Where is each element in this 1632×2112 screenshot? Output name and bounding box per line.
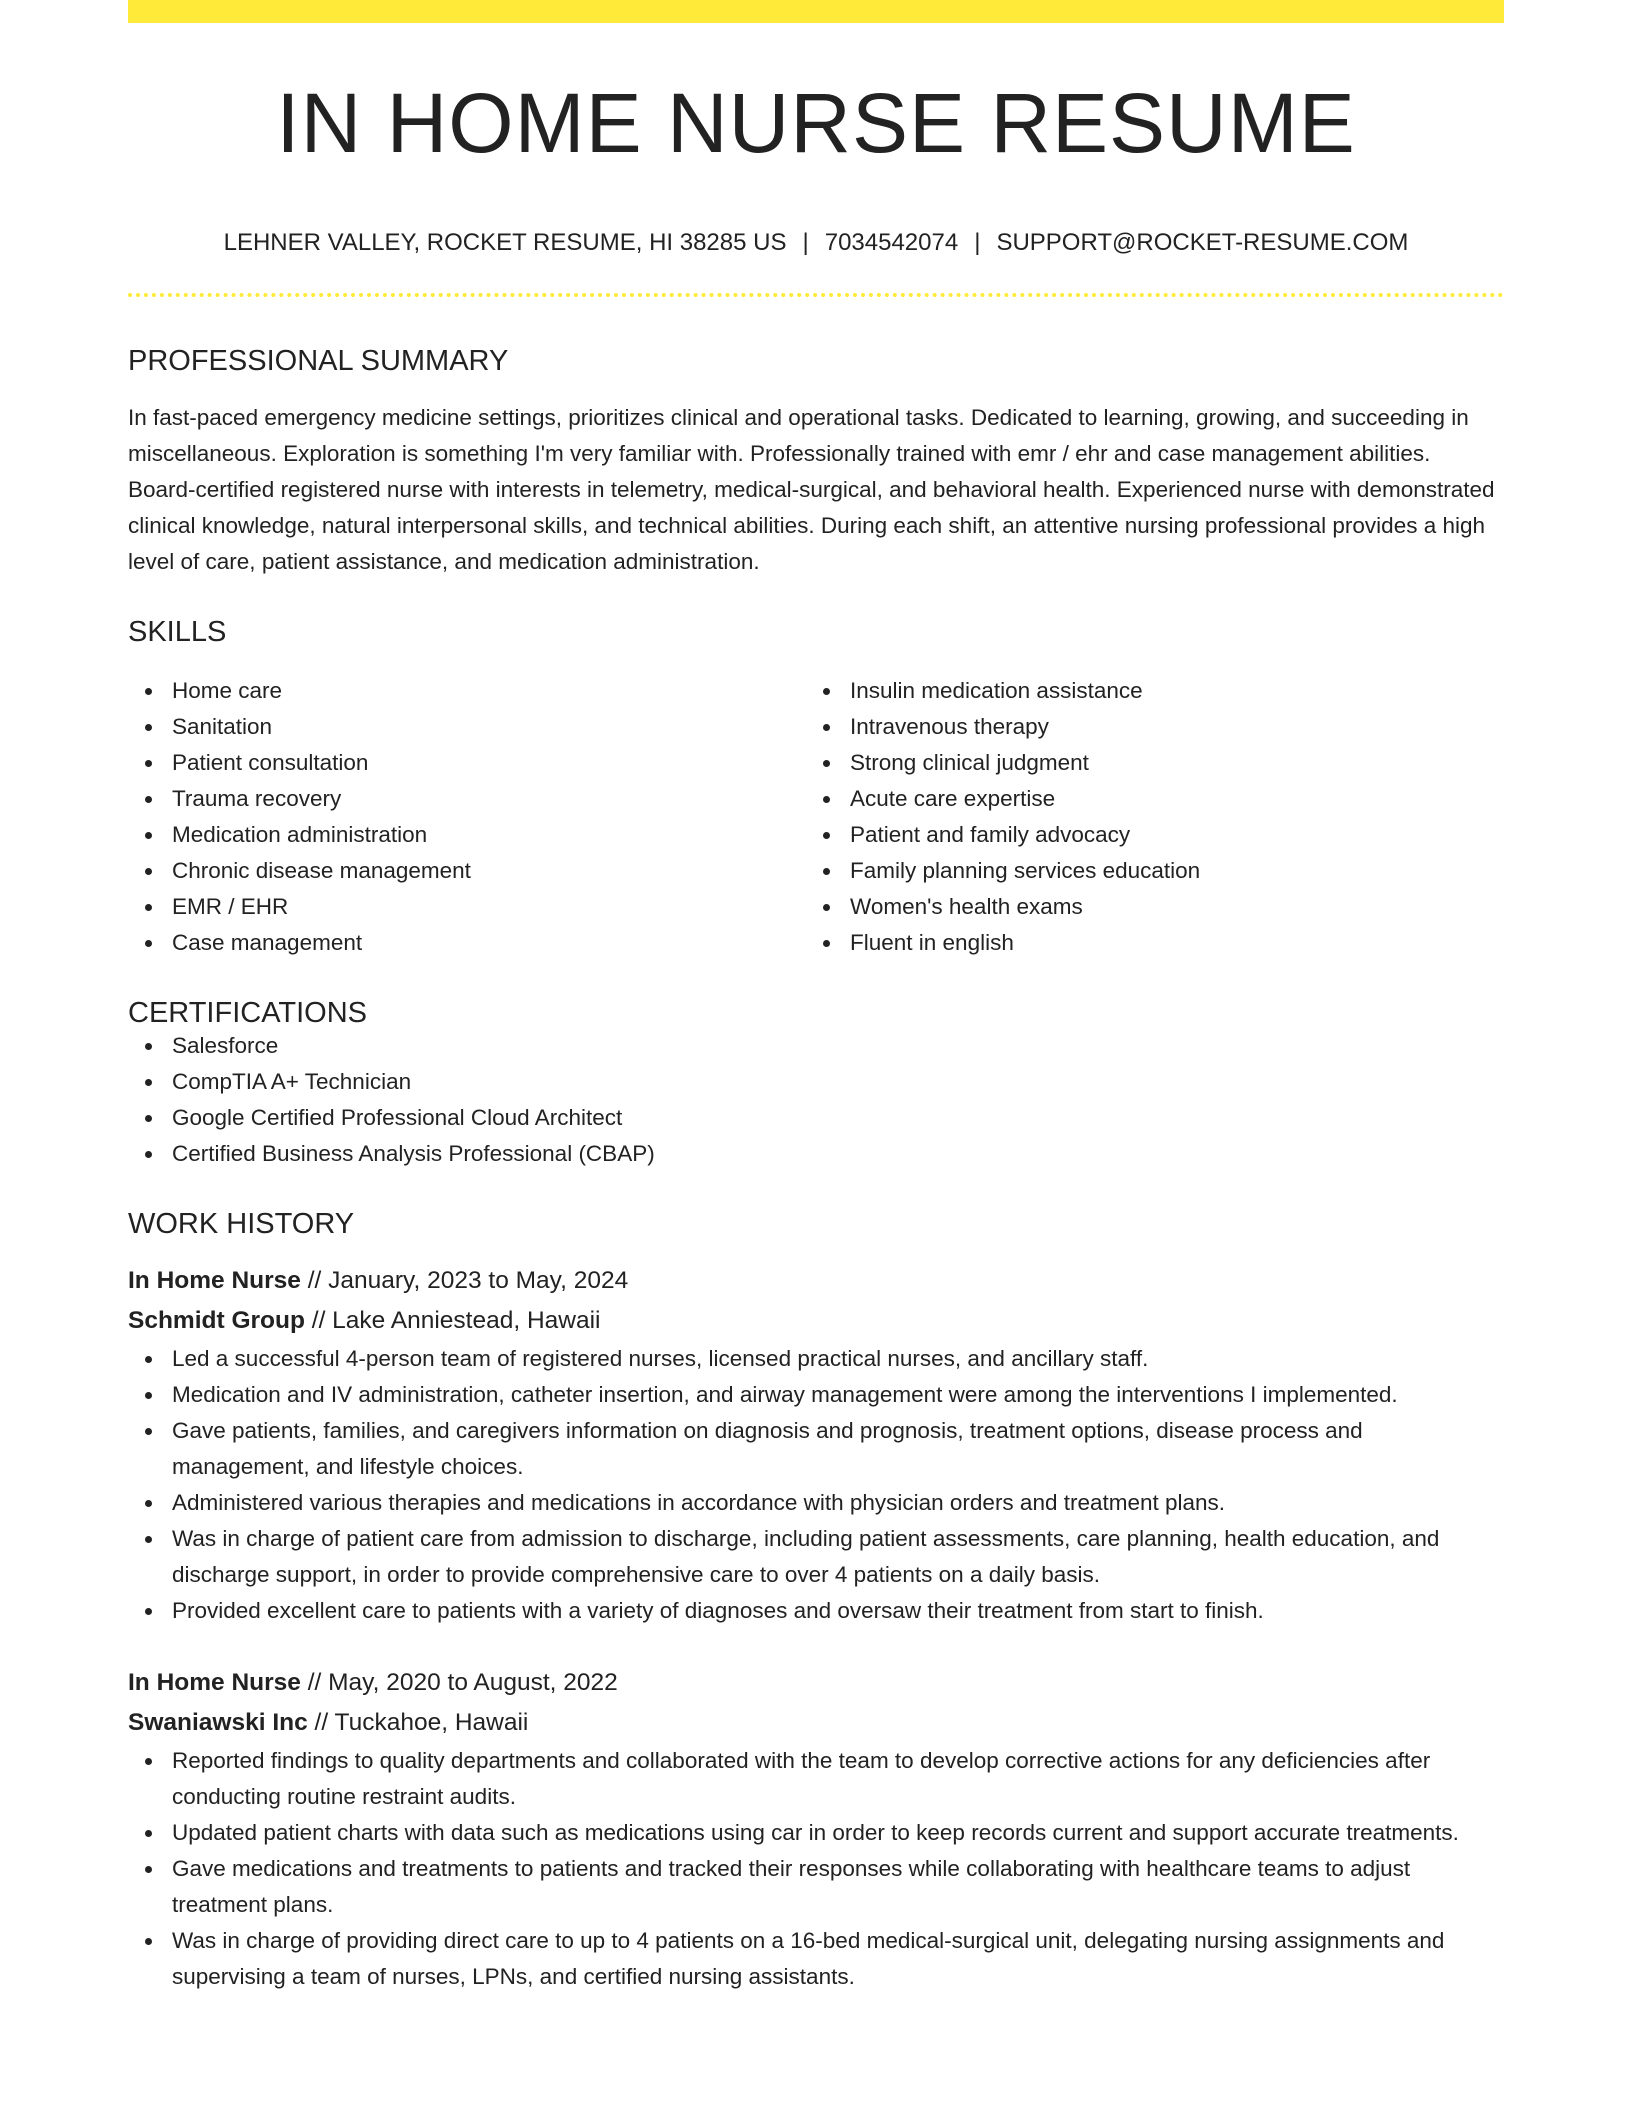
- job-duty: Reported findings to quality departments and collaborated with the team to develop corrective actions for any deficiencies after conducting routine restraint audits.: [128, 1743, 1504, 1815]
- accent-bar: [128, 0, 1504, 23]
- skills-column-right: [806, 673, 1484, 961]
- job-duty: Updated patient charts with data such as medications using car in order to keep records current and support accurate treatments.: [128, 1815, 1504, 1851]
- certifications-heading: CERTIFICATIONS: [128, 997, 367, 1029]
- work-history-heading: WORK HISTORY: [128, 1208, 355, 1240]
- skill-item: EMR / EHR: [128, 889, 806, 925]
- contact-line: [128, 231, 1504, 255]
- contact-email: SUPPORT@ROCKET-RESUME.COM: [996, 229, 1409, 256]
- job-company-line: [128, 1301, 1504, 1341]
- job-location: // Lake Anniestead, Hawaii: [304, 1307, 601, 1334]
- skill-item: Women's health exams: [806, 889, 1484, 925]
- contact-phone: 7034542074: [824, 229, 959, 256]
- job-duties-list: [128, 1341, 1504, 1629]
- skill-item: Patient consultation: [128, 745, 806, 781]
- certifications-list: [128, 1028, 1504, 1172]
- job-company: Swaniawski Inc: [128, 1709, 308, 1736]
- job-role-line: [128, 1261, 1504, 1301]
- job-location: // Tuckahoe, Hawaii: [307, 1709, 529, 1736]
- certification-item: CompTIA A+ Technician: [128, 1064, 1504, 1100]
- job-duty: Administered various therapies and medications in accordance with physician orders and treatment plans.: [128, 1485, 1504, 1521]
- skills-heading: SKILLS: [128, 616, 227, 648]
- job-duty: Gave medications and treatments to patients and tracked their responses while collaborating with healthcare teams to adjust treatment plans.: [128, 1851, 1504, 1923]
- skill-item: Family planning services education: [806, 853, 1484, 889]
- skill-item: Strong clinical judgment: [806, 745, 1484, 781]
- dotted-divider: [128, 293, 1504, 297]
- skills-list-left: [128, 673, 806, 961]
- resume-page: [128, 0, 1504, 1995]
- skills-list-right: [806, 673, 1484, 961]
- certification-item: Google Certified Professional Cloud Architect: [128, 1100, 1504, 1136]
- job-company: Schmidt Group: [128, 1307, 305, 1334]
- job-role-line: [128, 1663, 1504, 1703]
- contact-address: LEHNER VALLEY, ROCKET RESUME, HI 38285 US: [223, 229, 787, 256]
- job-dates: // January, 2023 to May, 2024: [300, 1267, 629, 1294]
- job-entry: [128, 1261, 1504, 1629]
- job-duty: Medication and IV administration, catheter insertion, and airway management were among the interventions I implemented.: [128, 1377, 1504, 1413]
- skill-item: Sanitation: [128, 709, 806, 745]
- certification-item: Certified Business Analysis Professional (CBAP): [128, 1136, 1504, 1172]
- skill-item: Acute care expertise: [806, 781, 1484, 817]
- job-role: In Home Nurse: [128, 1267, 301, 1294]
- skills-columns: [128, 673, 1504, 961]
- skill-item: Medication administration: [128, 817, 806, 853]
- skill-item: Insulin medication assistance: [806, 673, 1484, 709]
- job-role: In Home Nurse: [128, 1669, 301, 1696]
- skill-item: Home care: [128, 673, 806, 709]
- contact-separator: |: [974, 229, 981, 256]
- job-duty: Provided excellent care to patients with a variety of diagnoses and oversaw their treatment from start to finish.: [128, 1593, 1504, 1629]
- job-dates: // May, 2020 to August, 2022: [300, 1669, 618, 1696]
- certification-item: Salesforce: [128, 1028, 1504, 1064]
- skill-item: Intravenous therapy: [806, 709, 1484, 745]
- skill-item: Case management: [128, 925, 806, 961]
- job-company-line: [128, 1703, 1504, 1743]
- summary-text: In fast-paced emergency medicine settings, prioritizes clinical and operational tasks. Dedicated to learning, growing, and succeeding in miscellaneous. Exploration is something I'm very familiar with. Professionally trained with emr / ehr and case management abilities. Board-certified registered nurse with interests in telemetry, medical-surgical, and behavioral health. Experienced nurse with demonstrated clinical knowledge, natural interpersonal skills, and technical abilities. During each shift, an attentive nursing professional provides a high level of care, patient assistance, and medication administration.: [128, 405, 1495, 574]
- page-title: IN HOME NURSE RESUME: [276, 76, 1356, 170]
- job-duty: Was in charge of providing direct care to up to 4 patients on a 16-bed medical-surgical unit, delegating nursing assignments and supervising a team of nurses, LPNs, and certified nursing assistants.: [128, 1923, 1504, 1995]
- job-duty: Gave patients, families, and caregivers information on diagnosis and prognosis, treatment options, disease process and management, and lifestyle choices.: [128, 1413, 1504, 1485]
- job-duty: Led a successful 4-person team of registered nurses, licensed practical nurses, and ancillary staff.: [128, 1341, 1504, 1377]
- skills-column-left: [128, 673, 806, 961]
- job-duty: Was in charge of patient care from admission to discharge, including patient assessments, care planning, health education, and discharge support, in order to provide comprehensive care to over 4 patients on a daily basis.: [128, 1521, 1504, 1593]
- skill-item: Patient and family advocacy: [806, 817, 1484, 853]
- summary-heading: PROFESSIONAL SUMMARY: [128, 345, 509, 377]
- skill-item: Chronic disease management: [128, 853, 806, 889]
- job-entry: [128, 1663, 1504, 1995]
- skill-item: Fluent in english: [806, 925, 1484, 961]
- skill-item: Trauma recovery: [128, 781, 806, 817]
- contact-separator: |: [802, 229, 809, 256]
- job-duties-list: [128, 1743, 1504, 1995]
